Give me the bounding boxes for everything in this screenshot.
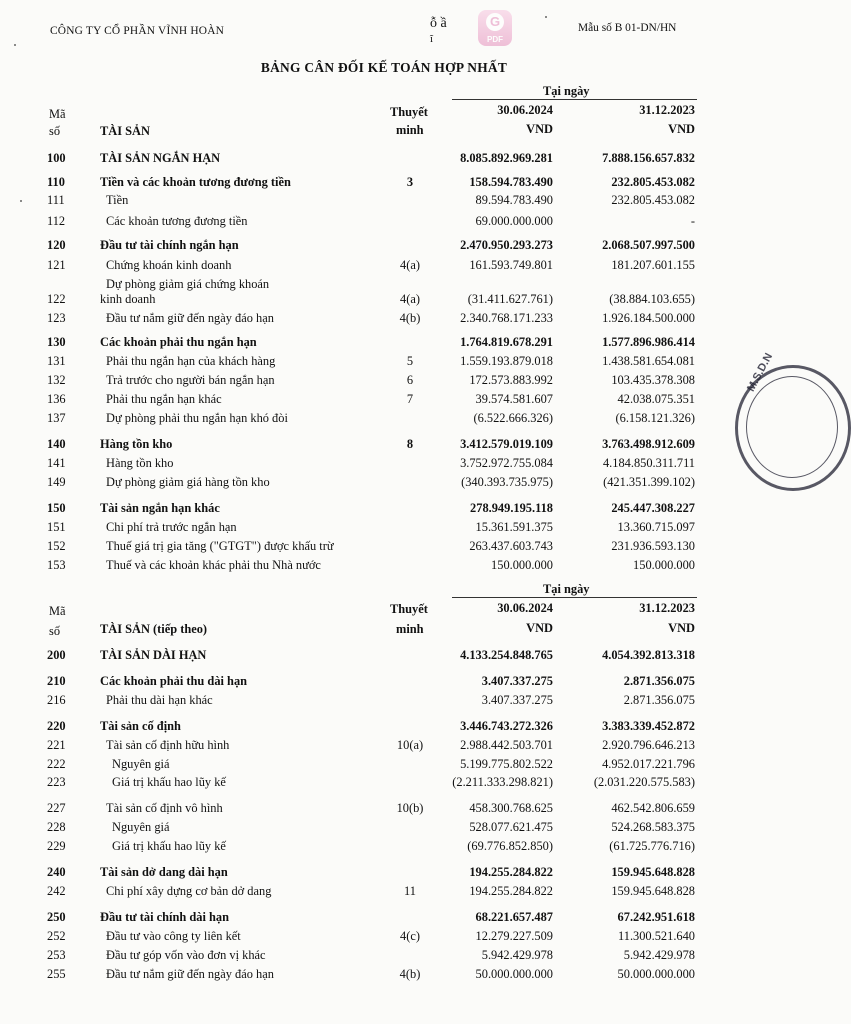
row-value-current: (340.393.735.975) [461, 475, 553, 489]
row-value-prior: 2.920.796.646.213 [602, 738, 695, 752]
row-label: Các khoản tương đương tiền [106, 214, 248, 228]
table-row [0, 455, 768, 471]
as-of-label: Tại ngày [543, 582, 590, 596]
logo-letter: G [486, 13, 504, 31]
row-code: 255 [47, 967, 66, 981]
row-value-current: 1.764.819.678.291 [460, 335, 553, 349]
row-code: 229 [47, 839, 66, 853]
table-row [0, 883, 768, 899]
row-code: 141 [47, 456, 66, 470]
row-note: 10(b) [396, 801, 424, 815]
row-label: Các khoản phải thu ngắn hạn [100, 335, 257, 349]
table-row [0, 692, 768, 708]
row-note: 11 [404, 884, 416, 898]
code-label: Mã [49, 107, 66, 121]
row-value-current: 3.752.972.755.084 [460, 456, 553, 470]
table-row [0, 800, 768, 816]
table-row [0, 718, 768, 734]
row-value-prior: 159.945.648.828 [611, 865, 695, 879]
row-value-current: 1.559.193.879.018 [460, 354, 553, 368]
row-label: Giá trị khấu hao lũy kế [112, 775, 226, 789]
row-code: 100 [47, 151, 66, 165]
row-note: 7 [406, 392, 414, 406]
row-value-prior: 4.952.017.221.796 [602, 757, 695, 771]
table-row [0, 150, 768, 166]
row-value-prior: 1.926.184.500.000 [602, 311, 695, 325]
row-value-prior: 159.945.648.828 [611, 884, 695, 898]
table-row [0, 310, 768, 326]
row-note: 4(b) [399, 967, 421, 981]
row-note: 5 [406, 354, 414, 368]
table-row [0, 192, 768, 208]
row-note: 4(a) [400, 292, 420, 306]
row-value-current: 2.470.950.293.273 [460, 238, 553, 252]
code-label: Mã [49, 604, 66, 618]
table-row [0, 864, 768, 880]
table-row [0, 353, 768, 369]
row-value-prior: (38.884.103.655) [609, 292, 695, 306]
row-code: 220 [47, 719, 66, 733]
row-value-current: 278.949.195.118 [470, 501, 553, 515]
row-value-current: 194.255.284.822 [469, 865, 553, 879]
row-code: 250 [47, 910, 66, 924]
table-row [0, 538, 768, 554]
row-value-prior: 42.038.075.351 [617, 392, 695, 406]
note-label-2: minh [396, 123, 424, 137]
row-code: 153 [47, 558, 66, 572]
row-label: Chi phí trả trước ngắn hạn [106, 520, 237, 534]
row-value-current: 4.133.254.848.765 [460, 648, 553, 662]
row-value-prior: 2.068.507.997.500 [602, 238, 695, 252]
row-value-current: 5.942.429.978 [481, 948, 553, 962]
scan-speck [14, 44, 16, 46]
table-row [0, 928, 768, 944]
row-label: Dự phòng phải thu ngắn hạn khó đòi [106, 411, 288, 425]
company-name: CÔNG TY CỔ PHẦN VĨNH HOÀN [50, 25, 225, 37]
row-value-current: 158.594.783.490 [469, 175, 553, 189]
row-code: 240 [47, 865, 66, 879]
row-code: 136 [47, 392, 66, 406]
row-value-prior: 5.942.429.978 [623, 948, 695, 962]
row-label: Hàng tồn kho [106, 456, 174, 470]
table-row [0, 410, 768, 426]
row-label: Tài sản ngắn hạn khác [100, 501, 220, 515]
row-value-current: (69.776.852.850) [467, 839, 553, 853]
row-code: 111 [47, 193, 65, 207]
as-of-label: Tại ngày [543, 84, 590, 98]
table-row [0, 756, 768, 772]
row-label: Giá trị khấu hao lũy kế [112, 839, 226, 853]
header-rule [452, 99, 697, 100]
row-note: 6 [406, 373, 414, 387]
row-value-current: 69.000.000.000 [475, 214, 553, 228]
row-value-current: 8.085.892.969.281 [460, 151, 553, 165]
table-row [0, 257, 768, 273]
form-code: Mẫu số B 01-DN/HN [578, 22, 677, 34]
row-note: 4(a) [400, 258, 420, 272]
row-value-current: 263.437.603.743 [469, 539, 553, 553]
row-label: Đầu tư tài chính dài hạn [100, 910, 229, 924]
row-label: Phải thu dài hạn khác [106, 693, 213, 707]
row-label: Đầu tư nắm giữ đến ngày đáo hạn [106, 967, 274, 981]
row-code: 112 [47, 214, 66, 228]
note-label: Thuyết [390, 602, 428, 616]
row-note: 4(c) [400, 929, 420, 943]
row-note: 4(b) [399, 311, 421, 325]
table-row [0, 334, 768, 350]
row-code: 253 [47, 948, 66, 962]
date1-header: 30.06.2024 [497, 601, 553, 615]
currency2-header: VND [668, 621, 695, 635]
row-value-prior: 462.542.806.659 [611, 801, 695, 815]
row-value-current: 12.279.227.509 [475, 929, 553, 943]
row-value-current: 3.446.743.272.326 [460, 719, 553, 733]
pdf-logo-icon [478, 10, 512, 46]
table-row [0, 737, 768, 753]
row-value-current: 458.300.768.625 [469, 801, 553, 815]
row-code: 122 [47, 292, 66, 306]
code-label-2: số [49, 624, 61, 638]
row-code: 210 [47, 674, 66, 688]
row-value-current: 15.361.591.375 [475, 520, 553, 534]
row-label: Tài sản cố định [100, 719, 181, 733]
row-value-prior: 50.000.000.000 [617, 967, 695, 981]
row-note: 8 [406, 437, 414, 451]
row-note: 10(a) [396, 738, 424, 752]
date2-header: 31.12.2023 [639, 601, 695, 615]
currency1-header: VND [526, 621, 553, 635]
row-value-prior: 150.000.000 [633, 558, 695, 572]
row-value-current: (2.211.333.298.821) [452, 775, 553, 789]
table-row [0, 276, 768, 292]
document-title: BẢNG CÂN ĐỐI KẾ TOÁN HỢP NHẤT [260, 60, 508, 75]
row-value-prior: - [690, 214, 695, 228]
row-value-prior: 245.447.308.227 [611, 501, 695, 515]
row-value-prior: 2.871.356.075 [623, 674, 695, 688]
row-code: 200 [47, 648, 66, 662]
row-label: Các khoản phải thu dài hạn [100, 674, 248, 688]
row-value-current: (6.522.666.326) [473, 411, 553, 425]
row-code: 131 [47, 354, 66, 368]
row-value-current: 172.573.883.992 [469, 373, 553, 387]
row-value-prior: 232.805.453.082 [611, 175, 695, 189]
row-code: 151 [47, 520, 66, 534]
row-code: 120 [47, 238, 66, 252]
row-label: Hàng tồn kho [100, 437, 173, 451]
date1-header: 30.06.2024 [497, 103, 553, 117]
row-value-prior: 2.871.356.075 [623, 693, 695, 707]
scan-speck [20, 200, 22, 202]
row-value-current: 194.255.284.822 [469, 884, 553, 898]
row-label: Thuế giá trị gia tăng ("GTGT") được khấu trừ [106, 539, 334, 553]
row-value-prior: 3.383.339.452.872 [602, 719, 695, 733]
seal-text: M.S.D.N [745, 351, 776, 394]
row-code: 149 [47, 475, 66, 489]
table-row [0, 519, 768, 535]
table-row [0, 947, 768, 963]
note-label: Thuyết [390, 105, 428, 119]
row-value-current: 39.574.581.607 [475, 392, 553, 406]
code-label-2: số [49, 124, 61, 138]
row-label: Đầu tư nắm giữ đến ngày đáo hạn [106, 311, 274, 325]
row-value-current: 150.000.000 [491, 558, 553, 572]
row-value-current: 3.407.337.275 [481, 674, 553, 688]
row-value-current: 5.199.775.802.522 [460, 757, 553, 771]
row-label: Nguyên giá [112, 757, 170, 771]
row-value-prior: (421.351.399.102) [603, 475, 695, 489]
row-label: Dự phòng giảm giá hàng tồn kho [106, 475, 270, 489]
table-row [0, 174, 768, 190]
row-code: 132 [47, 373, 66, 387]
row-value-prior: 524.268.583.375 [611, 820, 695, 834]
row-label: Tài sản cố định vô hình [106, 801, 223, 815]
row-code: 242 [47, 884, 66, 898]
row-label: Thuế và các khoản khác phải thu Nhà nước [106, 558, 321, 572]
row-value-current: 3.412.579.019.109 [460, 437, 553, 451]
row-label: Tiền [106, 193, 129, 207]
scan-mark: ỗ ầ [430, 16, 447, 31]
row-value-current: 2.340.768.171.233 [460, 311, 553, 325]
table-row [0, 474, 768, 490]
row-label: Dự phòng giảm giá chứng khoán [106, 277, 270, 291]
row-value-current: 68.221.657.487 [475, 910, 553, 924]
row-code: 140 [47, 437, 66, 451]
table-row [0, 774, 768, 790]
row-label: TÀI SẢN DÀI HẠN [100, 648, 207, 662]
row-value-prior: 4.054.392.813.318 [602, 648, 695, 662]
row-value-prior: 103.435.378.308 [611, 373, 695, 387]
row-label: Phải thu ngắn hạn của khách hàng [106, 354, 276, 368]
row-value-prior: (61.725.776.716) [609, 839, 695, 853]
row-label: Nguyên giá [112, 820, 170, 834]
row-code: 150 [47, 501, 66, 515]
table-row [0, 391, 768, 407]
row-value-current: (31.411.627.761) [467, 292, 553, 306]
row-value-prior: 232.805.453.082 [611, 193, 695, 207]
currency2-header: VND [668, 122, 695, 136]
row-value-prior: 181.207.601.155 [611, 258, 695, 272]
table-row [0, 819, 768, 835]
row-value-current: 50.000.000.000 [475, 967, 553, 981]
row-label: Tài sản dở dang dài hạn [100, 865, 228, 879]
row-code: 221 [47, 738, 66, 752]
row-label: Phải thu ngắn hạn khác [106, 392, 222, 406]
row-value-current: 2.988.442.503.701 [460, 738, 553, 752]
row-label: TÀI SẢN NGẮN HẠN [100, 151, 221, 165]
row-value-prior: 4.184.850.311.711 [602, 456, 695, 470]
row-code: 121 [47, 258, 66, 272]
row-label: Tiền và các khoản tương đương tiền [100, 175, 291, 189]
row-value-prior: 7.888.156.657.832 [602, 151, 695, 165]
row-value-prior: 1.577.896.986.414 [602, 335, 695, 349]
row-code: 228 [47, 820, 66, 834]
header-rule [452, 597, 697, 598]
row-value-prior: 1.438.581.654.081 [602, 354, 695, 368]
row-code: 137 [47, 411, 66, 425]
currency1-header: VND [526, 122, 553, 136]
row-value-prior: 11.300.521.640 [618, 929, 695, 943]
logo-text: PDF [487, 35, 503, 44]
row-code: 110 [47, 175, 65, 189]
table-row [0, 673, 768, 689]
row-label: Chi phí xây dựng cơ bản dở dang [106, 884, 272, 898]
row-label: Đầu tư vào công ty liên kết [106, 929, 241, 943]
scan-mark-2: ĩ [430, 33, 434, 45]
row-note: 3 [406, 175, 414, 189]
row-value-prior: (2.031.220.575.583) [593, 775, 695, 789]
row-label: Đầu tư tài chính ngắn hạn [100, 238, 239, 252]
row-value-prior: (6.158.121.326) [615, 411, 695, 425]
row-code: 216 [47, 693, 66, 707]
table-row [0, 291, 768, 307]
row-label: Tài sản cố định hữu hình [106, 738, 230, 752]
row-value-current: 161.593.749.801 [469, 258, 553, 272]
row-value-current: 3.407.337.275 [481, 693, 553, 707]
table-row [0, 213, 768, 229]
note-label-2: minh [396, 622, 424, 636]
scan-speck [545, 16, 547, 18]
row-code: 152 [47, 539, 66, 553]
row-code: 227 [47, 801, 66, 815]
table-row [0, 647, 768, 663]
row-value-prior: 231.936.593.130 [611, 539, 695, 553]
row-code: 222 [47, 757, 66, 771]
table-row [0, 557, 768, 573]
table-row [0, 838, 768, 854]
table-row [0, 966, 768, 982]
date2-header: 31.12.2023 [639, 103, 695, 117]
item-label: TÀI SẢN (tiếp theo) [100, 622, 208, 636]
row-value-prior: 67.242.951.618 [617, 910, 695, 924]
row-code: 130 [47, 335, 66, 349]
row-label: Chứng khoán kinh doanh [106, 258, 232, 272]
table-row [0, 909, 768, 925]
table-row [0, 436, 768, 452]
row-value-current: 89.594.783.490 [475, 193, 553, 207]
item-label: TÀI SẢN [100, 124, 150, 138]
row-label: Đầu tư góp vốn vào đơn vị khác [106, 948, 266, 962]
row-label: kinh doanh [100, 292, 156, 306]
row-code: 252 [47, 929, 66, 943]
table-row [0, 500, 768, 516]
row-code: 223 [47, 775, 66, 789]
row-value-prior: 3.763.498.912.609 [602, 437, 695, 451]
row-code: 123 [47, 311, 66, 325]
row-value-current: 528.077.621.475 [469, 820, 553, 834]
row-value-prior: 13.360.715.097 [617, 520, 695, 534]
row-label: Trả trước cho người bán ngắn hạn [106, 373, 275, 387]
table-row [0, 372, 768, 388]
table-row [0, 237, 768, 253]
